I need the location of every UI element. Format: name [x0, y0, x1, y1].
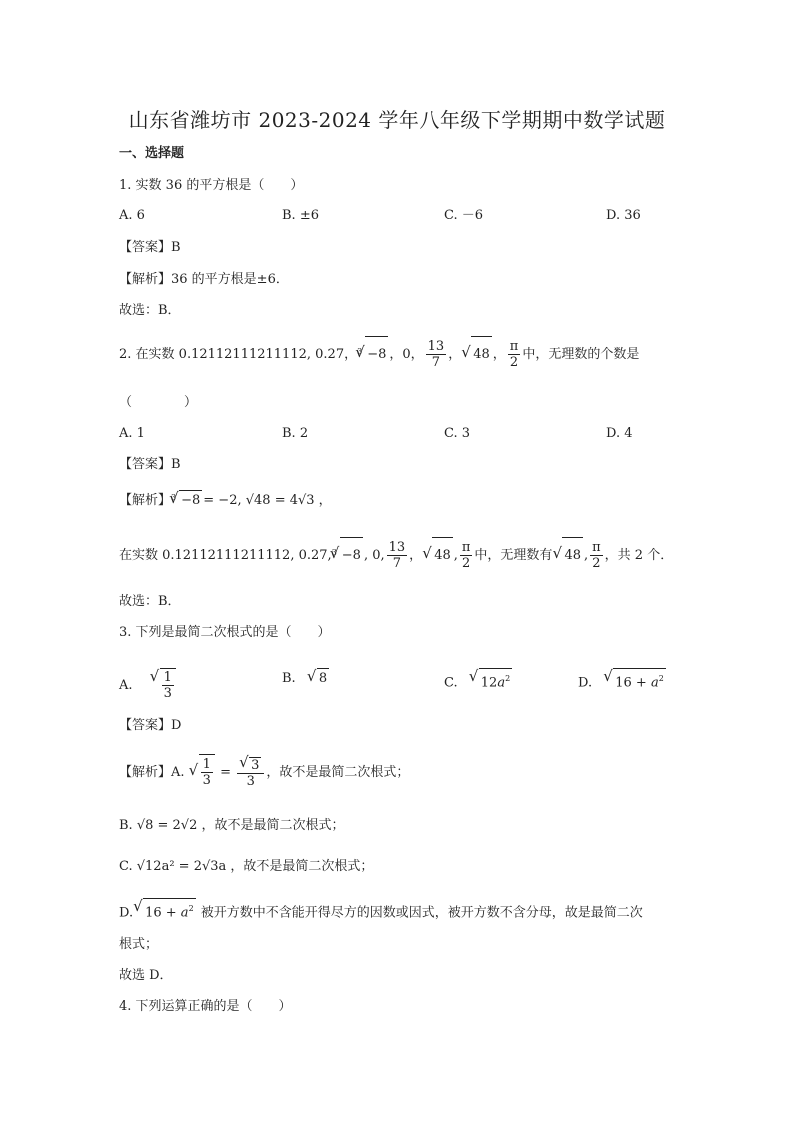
q3-option-b-value: 8 [317, 668, 329, 689]
page-title: 山东省潍坊市 2023-2024 学年八年级下学期期中数学试题 [128, 108, 666, 132]
q2-frac-pi-2 [508, 339, 521, 370]
q2-sqrt48: 48 [471, 336, 492, 373]
q2-paren: （ ） [119, 395, 198, 410]
q2-pi-den: 2 [508, 354, 521, 370]
q2-pi: π [509, 339, 519, 354]
q1-option-c: C. －6 [444, 208, 484, 223]
q3-stem: 3. 下列是最简二次根式的是（ ） [119, 625, 331, 640]
q2-stem-prefix: 2. 在实数 0.12112111211112, 0.2 [119, 347, 336, 362]
q3-option-d: D. √ $16 + a^2$ [578, 668, 667, 693]
q2-cbrt: −8 [365, 336, 388, 373]
q2-choose: 故选：B． [119, 594, 181, 609]
q3-option-b-label: B. [282, 671, 296, 686]
q3-choose: 故选 D． [119, 968, 173, 983]
q2-stem: 2. 在实数 0.12112111211112, 0.27，$^3$√ −8 ，0， $\frac{13}{7}$ ，√ 48 ， $\frac{\pi}{2}$ 中，无理数的个数是 [119, 336, 639, 373]
q3-analysis-d-prefix: D. [119, 905, 134, 921]
q3-analysis-a-suffix: ，故不是最简二次根式； [266, 765, 410, 780]
q1-answer: 【答案】B [119, 240, 181, 255]
q3-option-a-label: A. [119, 678, 133, 693]
q3-option-d-label: D. [578, 675, 593, 691]
q3-analysis-a-prefix: 【解析】A. [119, 765, 185, 780]
q2-answer: 【答案】B [119, 457, 181, 472]
q3-option-a: A. √ $\frac{1}{3}$ [119, 668, 177, 701]
q1-option-d: D. 36 [606, 208, 641, 223]
q3-analysis-a: 【解析】A. √ $\frac{1}{3}$ = √ $\frac{3}{3}$ ，故不是最简二次根式； [119, 754, 409, 791]
q2-option-d: D. 4 [606, 426, 633, 441]
q3-analysis-d-suffix: 被开方数中不含能开得尽方的因数或因式，被开方数不含分母，故是最简二次 [200, 905, 643, 921]
q4-stem: 4. 下列运算正确的是（ ） [119, 999, 292, 1014]
q2-analysis-prefix: 【解析】 [119, 493, 172, 508]
q2-analysis-text: = −2, √48 = 4√3 ， [203, 493, 332, 508]
q2-dot7: 7 [335, 347, 345, 362]
q1-analysis: 【解析】36 的平方根是±6． [119, 272, 289, 287]
q3-analysis-d: D.√ $16 + a^2$ 被开方数中不含能开得尽方的因数或因式，被开方数不含分母，故是最简二次 [119, 898, 643, 923]
q2-line2-suffix: ，共 2 个． [604, 548, 674, 563]
q3-option-c: C. √ $12a^2$ [444, 668, 513, 693]
q1-choose: 故选：B． [119, 303, 181, 318]
q3-analysis-c: C. √12a² = 2√3a ，故不是最简二次根式； [119, 859, 374, 874]
q2-option-b: B. 2 [282, 426, 309, 441]
q3-option-c-label: C. [444, 675, 458, 691]
q2-option-c: C. 3 [444, 426, 471, 441]
q3-analysis-b: B. √8 = 2√2 ，故不是最简二次根式； [119, 818, 345, 833]
q3-analysis-d-cont: 根式； [119, 937, 159, 952]
q1-option-b: B. ±6 [282, 208, 319, 223]
q2-analysis: 【解析】$^3$√ −8 = −2, √48 = 4√3 ， [119, 490, 332, 511]
q2-line2-mid: 中，无理数有 [474, 548, 553, 563]
q1-stem: 1. 实数 36 的平方根是（ ） [119, 178, 304, 193]
q2-analysis-line2: 在实数 0.12112111211112, 0.27,$^3$√ −8 , 0, $\frac{13}{7}$ ，√ 48 , $\frac{\pi}{2}$ 中，无理数有√ 48 , $\frac{\pi}{2}$ ，共 2 个． [119, 537, 673, 574]
q2-frac-13-7 [426, 339, 447, 370]
section-heading: 一、选择题 [119, 146, 185, 161]
q2-frac-den: 7 [426, 354, 447, 370]
q3-answer: 【答案】D [119, 718, 182, 733]
q3-option-b [282, 668, 330, 689]
q2-frac-num: 13 [427, 339, 445, 354]
q2-stem-mid: ，0， [389, 347, 424, 362]
q2-stem-suffix: 中，无理数的个数是 [522, 347, 640, 362]
q2-option-a: A. 1 [119, 426, 145, 441]
q1-option-a: A. 6 [119, 208, 145, 223]
q2-line2-prefix: 在实数 0.12112111211112, 0.2 [119, 548, 320, 563]
